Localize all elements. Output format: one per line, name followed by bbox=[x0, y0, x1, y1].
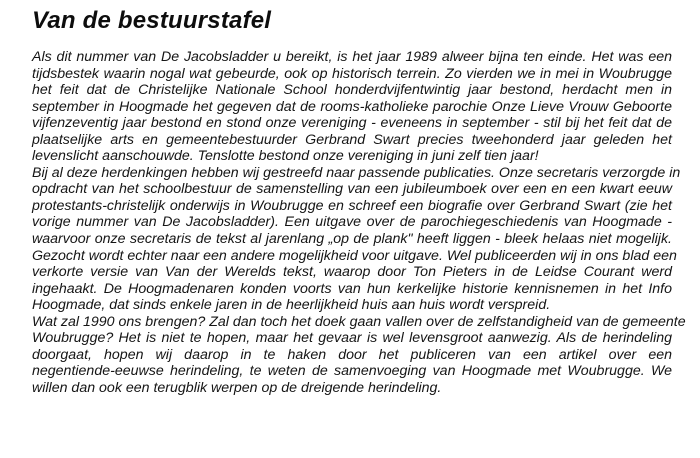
body-line: Bij al deze herdenkingen hebben wij gestreefd naar passende publicaties. Onze secretaris verzorgde in bbox=[32, 164, 681, 181]
body-line: Gezocht wordt echter naar een andere mogelijkheid voor uitgave. Wel publiceerden wij in ons blad een bbox=[32, 247, 677, 264]
body-line: verkorte versie van Van der Werelds tekst, waarop door Ton Pieters in de Leidse Courant werd bbox=[32, 264, 672, 281]
body-line: opdracht van het schoolbestuur de samenstelling van een jubileumboek over een en een kwart eeuw bbox=[32, 181, 672, 198]
body-line: doorgaat, hopen wij daarop in te haken door het publiceren van een artikel over een bbox=[32, 346, 672, 363]
body-line: waarvoor onze secretaris de tekst al jarenlang „op de plank" heeft liggen - bleek helaas niet mogelijk. bbox=[32, 231, 672, 248]
body-line: vorige nummer van De Jacobsladder). Een uitgave over de parochiegeschiedenis van Hoogmade - bbox=[32, 214, 672, 231]
article-title: Van de bestuurstafel bbox=[32, 7, 272, 34]
body-line: negentiende-eeuwse herindeling, te weten de samenvoeging van Hoogmade met Woubrugge. We bbox=[32, 363, 672, 380]
body-line: plaatselijke arts en gemeentebestuurder Gerbrand Swart precies tweehonderd jaar geleden het bbox=[32, 131, 672, 148]
body-line: vijfenzeventig jaar bestond en stond onze vereniging - eveneens in september - stil bij het feit dat de bbox=[32, 115, 672, 132]
body-line: levenslicht aanschouwde. Tenslotte bestond onze vereniging in juni zelf tien jaar! bbox=[32, 148, 539, 165]
body-line: Hoogmade, dat sinds enkele jaren in de heerlijkheid huis aan huis wordt verspreid. bbox=[32, 297, 551, 314]
body-line: willen dan ook een terugblik werpen op de dreigende herindeling. bbox=[32, 379, 442, 396]
body-line: het feit dat de Christelijke Nationale School honderdvijfentwintig jaar bestond, herdacht men in bbox=[32, 82, 672, 99]
body-line: tijdsbestek waarin nogal wat gebeurde, ook op historisch terrein. Zo vierden we in mei in Woubrugge bbox=[32, 65, 672, 82]
body-line: Als dit nummer van De Jacobsladder u bereikt, is het jaar 1989 alweer bijna ten einde. Het was een bbox=[32, 49, 672, 65]
article-body bbox=[32, 49, 686, 396]
body-line: september in Hoogmade het gegeven dat de rooms-katholieke parochie Onze Lieve Vrouw Geboorte bbox=[32, 98, 672, 115]
body-line: ingehaakt. De Hoogmadenaren konden voorts van hun kerkelijke historie kennisnemen in het Info bbox=[32, 280, 672, 297]
body-line: Woubrugge? Het is niet te hopen, maar het gevaar is wel levensgroot aanwezig. Als de herindeling bbox=[32, 330, 672, 347]
next-line-fragment bbox=[560, 452, 660, 458]
body-line: protestants-christelijk onderwijs in Woubrugge en schreef een biografie over Gerbrand Swart (zie het bbox=[32, 197, 672, 214]
body-line: Wat zal 1990 ons brengen? Zal dan toch het doek gaan vallen over de zelfstandigheid van de gemeente bbox=[32, 313, 686, 330]
